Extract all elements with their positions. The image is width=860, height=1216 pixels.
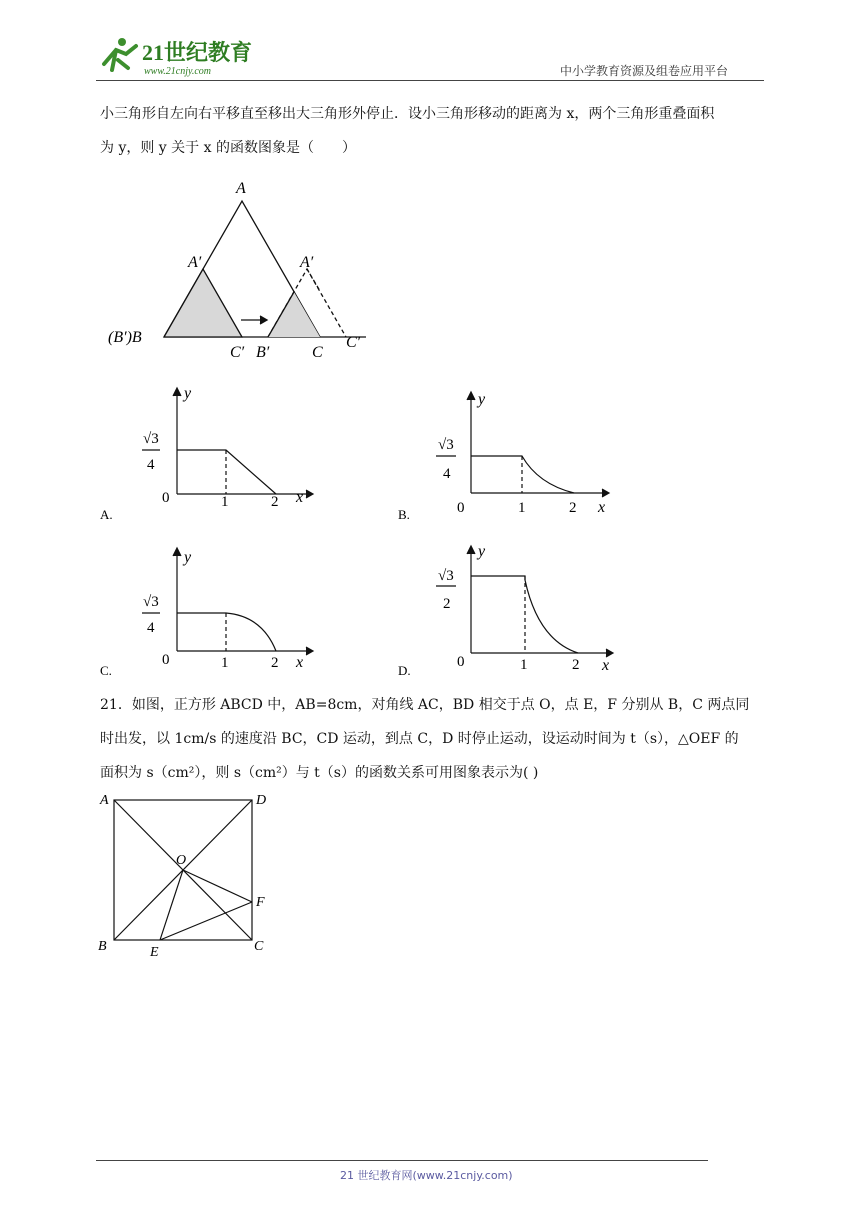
question-20-line-1: 小三角形自左向右平移直至移出大三角形外停止．设小三角形移动的距离为 x，两个三角形重叠面积 [100,106,715,122]
tick-2: 2 [271,655,279,671]
y-axis-label: y [478,543,486,560]
header-platform-text: 中小学教育资源及组卷应用平台 [560,64,729,78]
site-logo [96,34,266,78]
tick-1: 1 [520,657,528,673]
question-21-line-3: 面积为 s（cm²），则 s（cm²）与 t（s）的函数关系可用图象表示为( ) [100,765,539,781]
question-20-line-2: 为 y，则 y 关于 x 的函数图象是（ ） [100,140,356,156]
sq-label-A: A [100,793,109,808]
tick-2: 2 [271,494,279,510]
runner-logo-icon [104,38,136,70]
fig-label-C1: C′ [230,344,245,361]
origin-label: 0 [457,500,465,516]
sq-label-E: E [150,945,159,960]
y-axis-label: y [184,549,192,566]
option-c-graph [100,540,330,680]
y-axis-label: y [478,391,486,408]
origin-label: 0 [162,652,170,668]
small-triangle-start [164,269,242,337]
overlap-region [268,292,320,337]
option-a-label: A. [100,507,113,520]
fig-label-B: (B′)B [108,329,142,346]
option-d-graph [398,540,628,680]
triangle-translation-figure [100,175,390,365]
question-20-text [100,97,766,165]
origin-label: 0 [162,490,170,506]
x-axis-label: x [296,489,304,506]
option-d-label: D. [398,663,411,678]
segment-ef [160,902,252,940]
sq-label-O: O [176,853,187,868]
option-b-label: B. [398,507,410,522]
question-21-line-1: 21．如图，正方形 ABCD 中，AB=8cm，对角线 AC，BD 相交于点 O，点 E，F 分别从 B，C 两点同 [100,697,750,713]
y-axis-label: y [184,385,192,402]
sq-label-B: B [98,939,107,954]
fraction-denominator: 2 [443,596,451,612]
sq-label-D: D [256,793,267,808]
sq-label-F: F [256,895,265,910]
question-21-line-2: 时出发，以 1cm/s 的速度沿 BC，CD 运动，到点 C，D 时停止运动，设运动时间为 t（s），△OEF 的 [100,731,739,747]
logo-title: 21世纪教育 [142,40,253,65]
fig-label-A1: A′ [188,254,202,271]
sq-label-C: C [254,939,264,954]
fig-label-B1: B′ [256,344,270,361]
tick-1: 1 [221,494,229,510]
footer-text: 21 世纪教育网(www.21cnjy.com) [340,1169,513,1182]
tick-1: 1 [518,500,526,516]
fraction-numerator: √3 [143,431,159,447]
fraction-denominator: 4 [147,457,155,473]
tick-1: 1 [221,655,229,671]
fig-label-A: A [236,180,246,197]
header-divider [96,80,764,81]
fraction-denominator: 4 [147,620,155,636]
origin-label: 0 [457,654,465,670]
fraction-numerator: √3 [143,594,159,610]
fraction-denominator: 4 [443,466,451,482]
option-c-label: C. [100,663,112,678]
x-axis-label: x [598,499,606,516]
fig-label-C: C [312,344,323,361]
fraction-numerator: √3 [438,437,454,453]
tick-2: 2 [572,657,580,673]
footer-divider [96,1160,708,1161]
option-b-graph [398,386,628,526]
tick-2: 2 [569,500,577,516]
logo-url: www.21cnjy.com [144,66,212,77]
fraction-numerator: √3 [438,568,454,584]
option-a-graph [100,380,330,520]
fig-label-A2: A′ [300,254,314,271]
x-axis-label: x [296,654,304,671]
fig-label-C2: C′ [346,334,361,351]
square-figure [94,788,284,963]
question-21-text [100,688,766,790]
x-axis-label: x [602,657,610,674]
